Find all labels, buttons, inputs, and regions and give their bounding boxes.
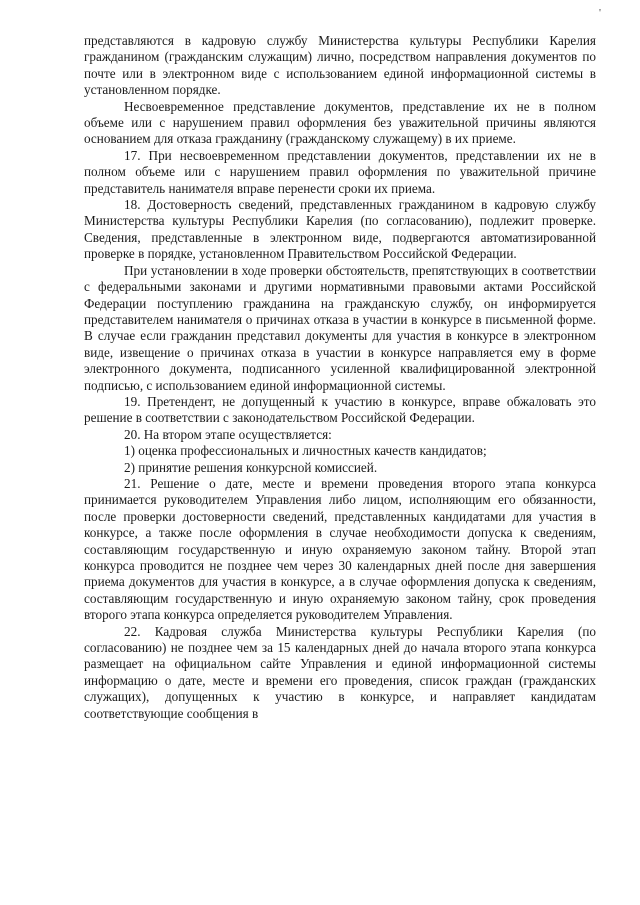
document-page <box>84 33 596 722</box>
corner-mark: ' <box>599 7 601 19</box>
paragraph-17: 17. При несвоевременном представлении документов, представлении их не в полном объеме или с нарушением правил оформления по уважительной причине представитель нанимателя вправе перенести сроки их приема. <box>84 147 596 196</box>
list-item: 1) оценка профессиональных и личностных качеств кандидатов; <box>124 443 487 459</box>
paragraph-continuation: представляются в кадровую службу Министерства культуры Республики Карелия гражданином (гражданским служащим) лично, посредством направления документов по почте или в электронном виде с использованием единой информационной системы в установленном порядке. <box>84 33 596 98</box>
paragraph-19: 19. Претендент, не допущенный к участию в конкурсе, вправе обжаловать это решение в соответствии с законодательством Российской Федерации. <box>84 393 596 426</box>
list-item: 2) принятие решения конкурсной комиссией. <box>124 459 378 475</box>
paragraph-refusal-notice: При установлении в ходе проверки обстоятельств, препятствующих в соответствии с федеральными законами и другими нормативными правовыми актами Российской Федерации поступлению гражданина на гражданскую службу, он информируется представителем нанимателя о причинах отказа в участии в конкурсе в письменной форме. В случае если гражданин представил документы для участия в конкурсе в электронном виде, извещение о причинах отказа в участии в конкурсе направляется ему в форме электронного документа, подписанного усиленной квалифицированной электронной подписью, с использованием единой информационной системы. <box>84 262 596 393</box>
paragraph-20: 20. На втором этапе осуществляется: <box>124 426 332 442</box>
paragraph-untimely-submission: Несвоевременное представление документов, представление их не в полном объеме или с нарушением правил оформления без уважительной причины являются основанием для отказа гражданину (гражданскому служащему) в их приеме. <box>84 98 596 147</box>
paragraph-22: 22. Кадровая служба Министерства культуры Республики Карелия (по согласованию) не позднее чем за 15 календарных дней до начала второго этапа конкурса размещает на официальном сайте Управления и единой информационной системы информацию о дате, месте и времени его проведения, список граждан (гражданских служащих), допущенных к участию в конкурсе, и направляет кандидатам соответствующие сообщения в <box>84 623 596 721</box>
paragraph-18: 18. Достоверность сведений, представленных гражданином в кадровую службу Министерства культуры Республики Карелия (по согласованию), подлежит проверке. Сведения, представленные в электронном виде, подвергаются автоматизированной проверке в порядке, установленном Правительством Российской Федерации. <box>84 197 596 262</box>
paragraph-21: 21. Решение о дате, месте и времени проведения второго этапа конкурса принимается руководителем Управления либо лицом, исполняющим его обязанности, после проверки достоверности сведений, представленных кандидатами для участия в конкурсе, а также после оформления в случае необходимости допуска к сведениям, составляющим государственную и иную охраняемую законом тайну. Второй этап конкурса проводится не позднее чем через 30 календарных дней после дня завершения приема документов для участия в конкурсе, а в случае оформления допуска к сведениям, составляющим государственную и иную охраняемую законом тайну, срок проведения второго этапа конкурса определяется руководителем Управления. <box>84 475 596 623</box>
